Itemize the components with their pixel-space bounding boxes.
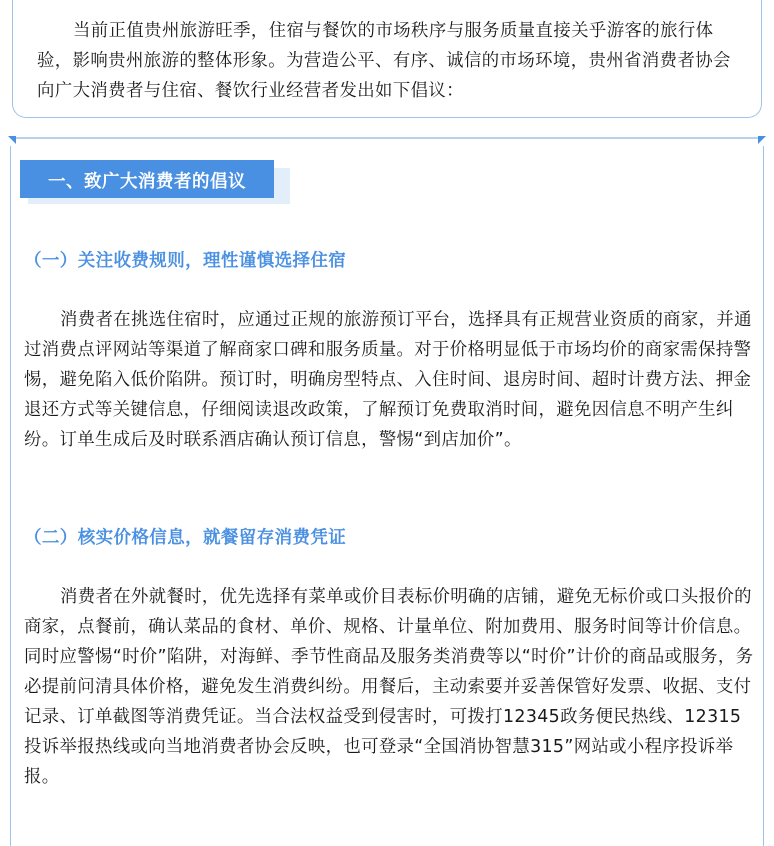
paragraph-2: 消费者在外就餐时，优先选择有菜单或价目表标价明确的店铺，避免无标价或口头报价的商家，点餐前，确认菜品的食材、单价、规格、计量单位、附加费用、服务时间等计价信息。同时应警惕“时价”陷阱，对海鲜、季节性商品及服务类消费等以“时价”计价的商品或服务，务必提前问清具体价格，避免发生消费纠纷。用餐后，主动索要并妥善保管好发票、收据、支付记录、订单截图等消费凭证。当合法权益受到侵害时，可拨打12345政务便民热线、12315投诉举报热线或向当地消费者协会反映，也可登录“全国消协智慧315”网站或小程序投诉举报。	[24, 587, 754, 787]
banner-main	[20, 160, 274, 198]
section-divider	[8, 136, 766, 146]
intro-paragraph: 当前正值贵州旅游旺季，住宿与餐饮的市场秩序与服务质量直接关乎游客的旅行体验，影响贵州旅游的整体形象。为营造公平、有序、诚信的市场环境，贵州省消费者协会向广大消费者与住宿、餐饮行业经营者发出如下倡议：	[37, 21, 731, 101]
section-title: 一、致广大消费者的倡议	[48, 172, 246, 192]
sub-heading-1: （一）关注收费规则，理性谨慎选择住宿	[24, 251, 347, 271]
sub-heading-2: （二）核实价格信息，就餐留存消费凭证	[24, 528, 347, 548]
intro-box	[12, 0, 762, 118]
section-banner	[20, 160, 290, 204]
paragraph-1: 消费者在挑选住宿时，应通过正规的旅游预订平台，选择具有正规营业资质的商家，并通过消费点评网站等渠道了解商家口碑和服务质量。对于价格明显低于市场均价的商家需保持警惕，避免陷入低价陷阱。预订时，明确房型特点、入住时间、退房时间、超时计费方法、押金退还方式等关键信息，仔细阅读退改政策，了解预订免费取消时间，避免因信息不明产生纠纷。订单生成后及时联系酒店确认预订信息，警惕“到店加价”。	[24, 310, 752, 450]
